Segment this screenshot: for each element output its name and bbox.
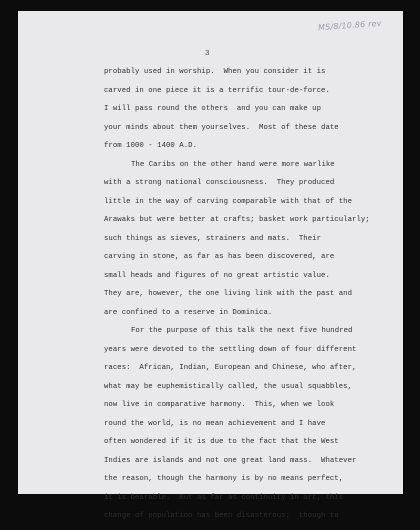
text-line: the reason, though the harmony is by no means perfect, <box>104 475 344 483</box>
text-line: The Caribs on the other hand were more warlike <box>131 160 335 169</box>
text-line: little in the way of carving comparable with that of the <box>104 197 353 206</box>
body-text <box>104 67 386 530</box>
text-line: Arawaks but were better at crafts; basket work particularly; <box>104 216 370 224</box>
text-line: For the purpose of this talk the next five hundred <box>131 327 353 335</box>
text-line: races: African, Indian, European and Chinese, who after, <box>104 364 357 372</box>
text-line: from 1000 - 1400 A.D. <box>104 142 198 150</box>
text-line: round the world, is no mean achievement and I have <box>104 419 326 428</box>
text-line: such things as sieves, strainers and mats. Their <box>104 234 322 243</box>
text-line: your minds about them yourselves. Most of these date <box>104 123 339 132</box>
page-number: 3 <box>205 50 210 58</box>
text-line: years were devoted to the settling down of four different <box>104 345 357 354</box>
text-line: I will pass round the others and you can make up <box>104 105 322 113</box>
text-line: often wondered if it is due to the fact that the West <box>104 438 339 446</box>
text-line: Indies are islands and not one great land mass. Whatever <box>104 456 357 465</box>
text-line: with a strong national consciousness. They produced <box>104 179 335 187</box>
text-line: They are, however, the one living link with the past and <box>104 290 353 298</box>
text-line: now live in comparative harmony. This, when we look <box>104 401 335 409</box>
text-line: it is bearable. But as far as continuity in art, this <box>104 493 344 502</box>
text-line: probably used in worship. When you consider it is <box>104 68 326 76</box>
text-line: carving in stone, as far as has been discovered, are <box>104 253 335 261</box>
text-line: carved in one piece it is a terrific tour-de-force. <box>104 86 330 95</box>
text-line: what may be euphemistically called, the usual squabbles, <box>104 382 353 391</box>
text-line: are confined to a reserve in Dominica. <box>104 308 273 317</box>
archive-reference-annotation: MS/8/10.86 rev <box>317 18 382 33</box>
text-line: change of population has been disasterous; though to <box>104 512 339 520</box>
text-line: small heads and figures of no great artistic value. <box>104 271 330 280</box>
